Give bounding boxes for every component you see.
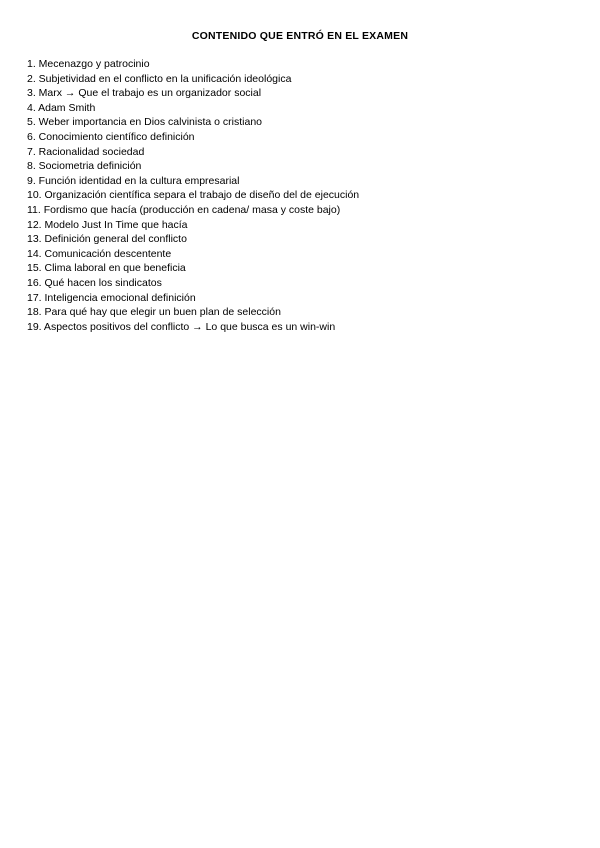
exam-topic-list [27,57,359,334]
list-item: 13. Definición general del conflicto [27,233,187,246]
list-item: 3. Marx → Que el trabajo es un organizador social [27,87,262,100]
list-item: 19. Aspectos positivos del conflicto → Lo que busca es un win-win [27,320,336,333]
list-item: 18. Para qué hay que elegir un buen plan de selección [27,306,281,319]
document-title: CONTENIDO QUE ENTRÓ EN EL EXAMEN [191,30,409,42]
list-item: 17. Inteligencia emocional definición [27,291,196,304]
list-item: 9. Función identidad en la cultura empresarial [27,174,240,187]
list-item: 7. Racionalidad sociedad [27,145,145,158]
list-item: 10. Organización científica separa el trabajo de diseño del de ejecución [27,189,360,202]
list-item: 5. Weber importancia en Dios calvinista o cristiano [27,116,262,129]
list-item: 14. Comunicación descentente [27,247,172,260]
list-item: 15. Clima laboral en que beneficia [27,262,186,275]
list-item: 8. Sociometria definición [27,160,142,173]
list-item: 12. Modelo Just In Time que hacía [27,218,188,231]
list-item: 4. Adam Smith [27,101,96,114]
list-item: 16. Qué hacen los sindicatos [27,276,162,289]
list-item: 6. Conocimiento científico definición [27,130,195,143]
list-item: 11. Fordismo que hacía (producción en cadena/ masa y coste bajo) [27,203,341,216]
list-item: 2. Subjetividad en el conflicto en la unificación ideológica [27,72,292,85]
list-item: 1. Mecenazgo y patrocinio [27,58,150,70]
